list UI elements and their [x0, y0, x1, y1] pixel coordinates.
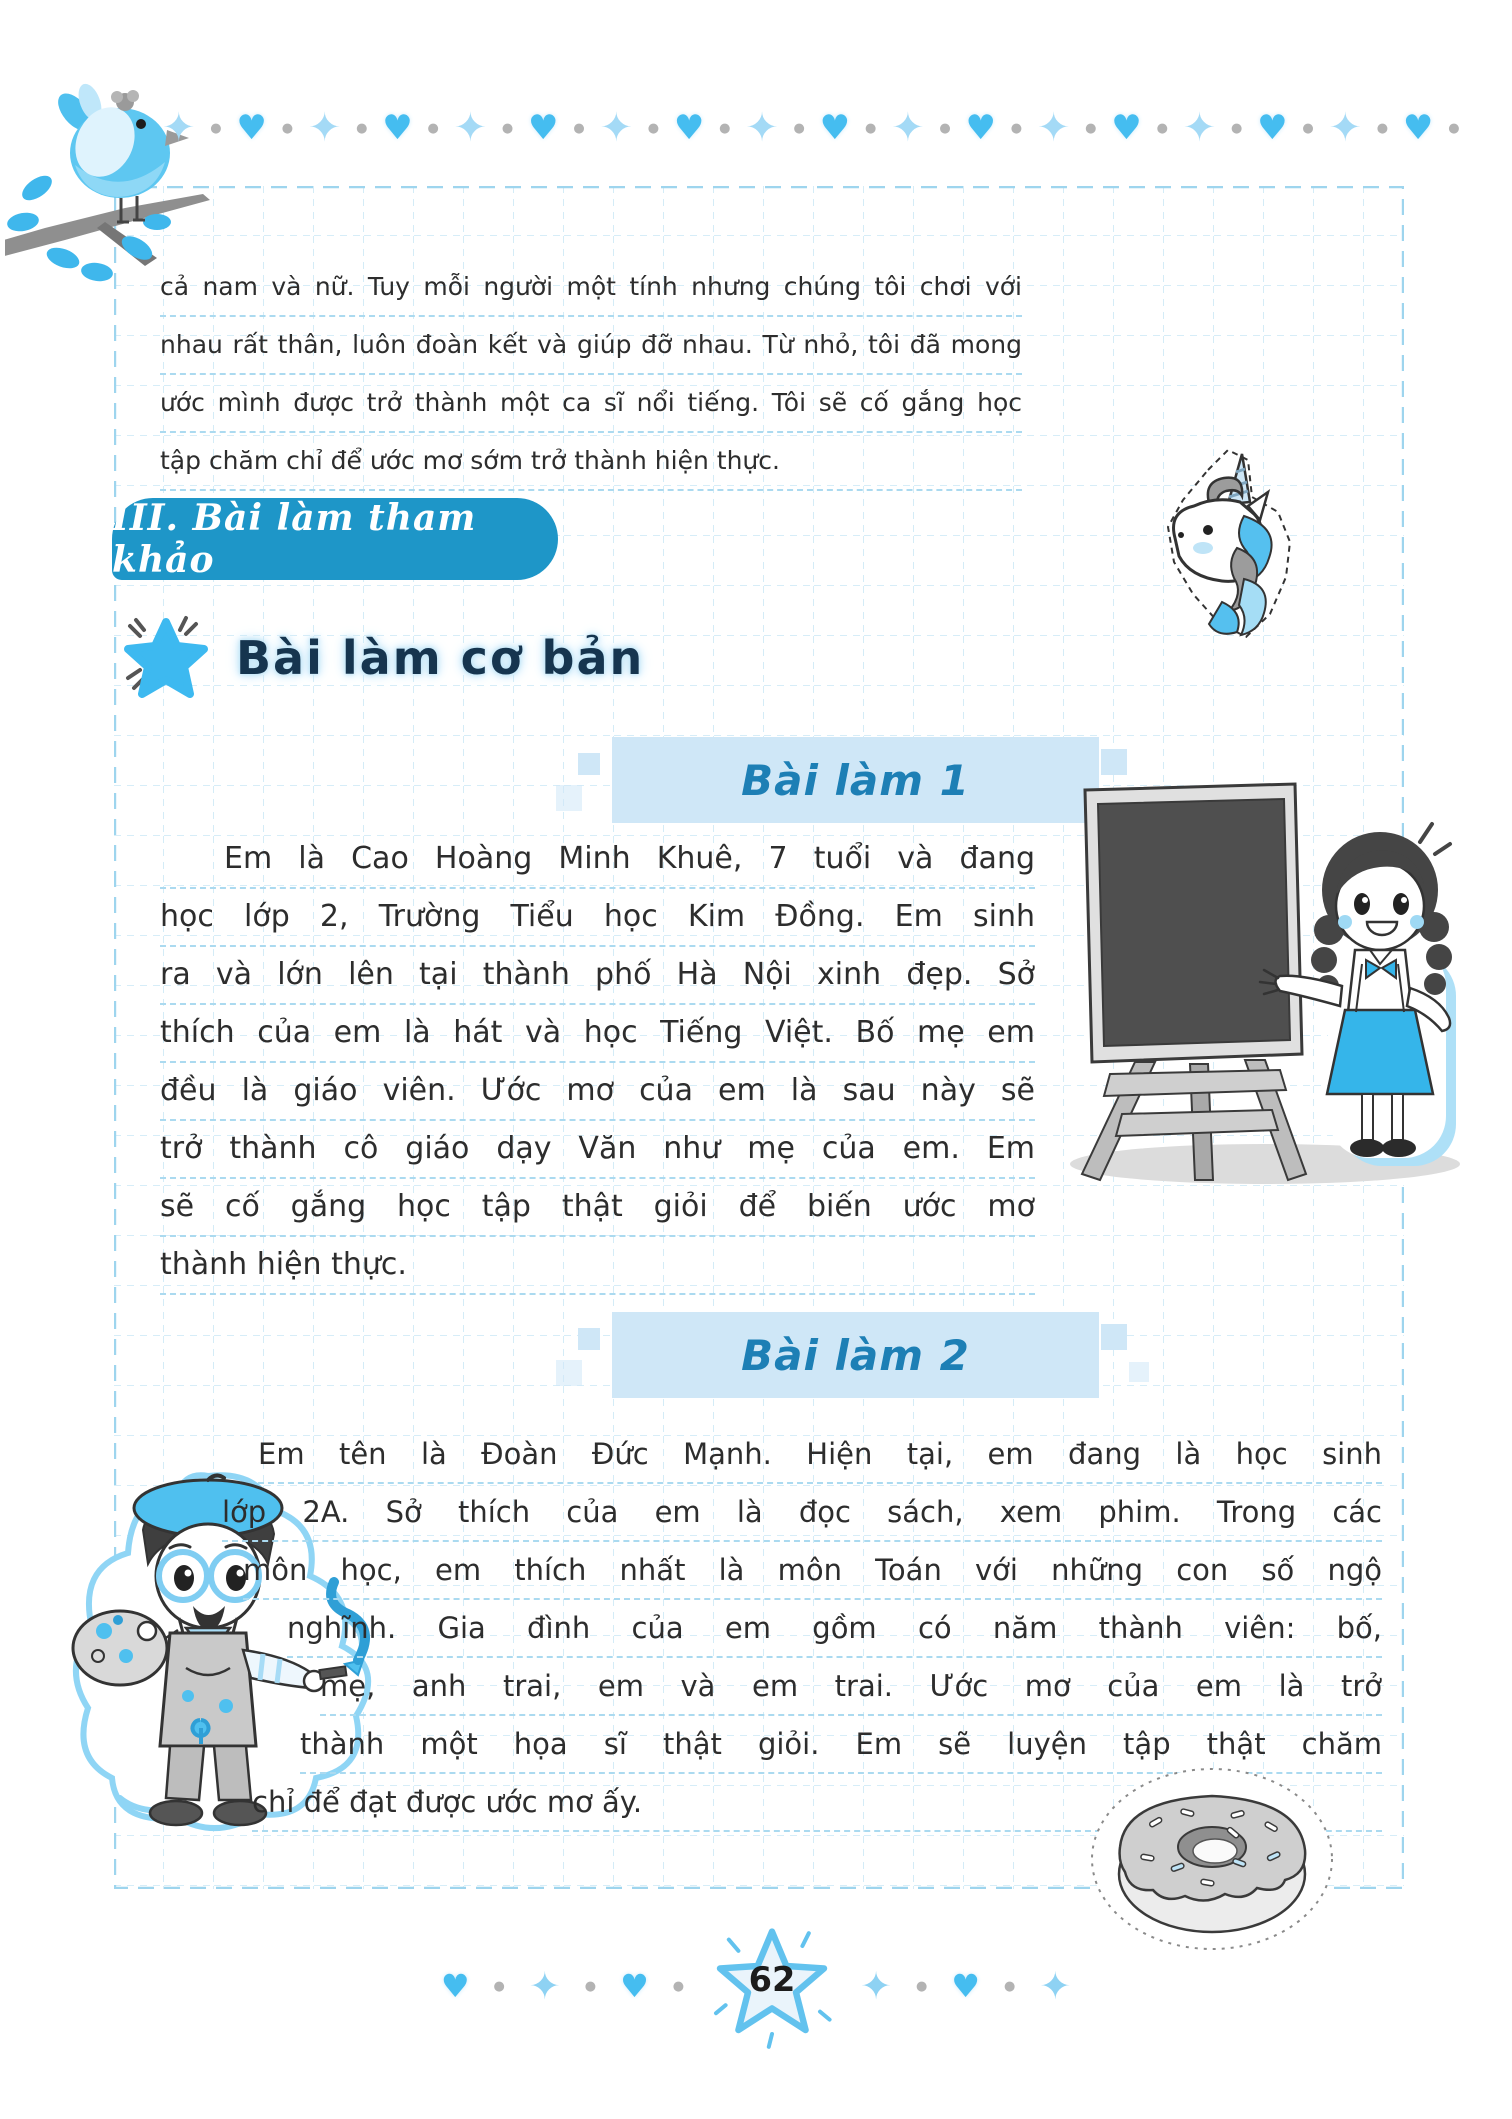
heart-icon: ♥	[951, 1967, 980, 2005]
heart-icon: ♥	[1111, 108, 1142, 148]
dot-icon: ●	[356, 120, 368, 136]
text-line: thích của em là hát và học Tiếng Việt. Bố mẹ em	[160, 1005, 1035, 1063]
footer-divider-right	[860, 1964, 1072, 2008]
sparkle-icon: ✦	[891, 105, 925, 151]
dot-icon: ●	[915, 1978, 928, 1994]
heart-icon: ♥	[236, 108, 267, 148]
heart-icon: ♥	[382, 108, 413, 148]
dot-icon: ●	[719, 120, 731, 136]
dot-icon: ●	[647, 120, 660, 136]
bird-illustration-svg	[5, 50, 245, 290]
dot-icon: ●	[573, 120, 585, 136]
page-number-star	[708, 1922, 836, 2050]
intro-paragraph	[160, 259, 1022, 491]
dot-icon: ●	[1448, 120, 1460, 136]
sparkle-icon: ✦	[745, 105, 779, 151]
text-line: nhau rất thân, luôn đoàn kết và giúp đỡ nhau. Từ nhỏ, tôi đã mong	[160, 317, 1022, 375]
exercise2-banner	[612, 1312, 1099, 1398]
text-line: chỉ để đạt được ước mơ ấy.	[252, 1774, 1382, 1832]
sparkle-icon: ✦	[453, 105, 488, 151]
text-line: lớp 2A. Sở thích của em là đọc sách, xem phim. Trong các	[222, 1484, 1382, 1542]
unicorn-sticker	[1148, 442, 1323, 651]
dot-icon: ●	[672, 1978, 685, 1994]
dot-icon: ●	[1376, 120, 1389, 136]
heart-icon: ♥	[819, 108, 851, 148]
girl-illustration-svg	[1040, 772, 1460, 1192]
text-line: cả nam và nữ. Tuy mỗi người một tính nhưng chúng tôi chơi với	[160, 259, 1022, 317]
heart-icon: ♥	[528, 108, 559, 148]
sparkle-icon: ✦	[1328, 105, 1363, 151]
pixel-decoration	[556, 785, 582, 811]
text-line: trở thành cô giáo dạy Văn như mẹ của em. Em	[160, 1121, 1035, 1179]
heart-icon: ♥	[1402, 108, 1434, 148]
text-line: tập chăm chỉ để ước mơ sớm trở thành hiện thực.	[160, 433, 1022, 491]
dot-icon: ●	[864, 120, 877, 136]
dot-icon: ●	[1302, 120, 1314, 136]
pixel-decoration	[556, 1360, 582, 1386]
bird-branch-illustration	[5, 50, 245, 294]
sparkle-icon: ✦	[1039, 1964, 1072, 2008]
heart-icon: ♥	[965, 108, 996, 148]
pixel-decoration	[578, 1328, 600, 1350]
pixel-decoration	[1129, 1362, 1149, 1382]
sparkle-icon: ✦	[528, 1964, 561, 2008]
exercise2-title: Bài làm 2	[741, 1330, 970, 1380]
text-line: đều là giáo viên. Ước mơ của em là sau này sẽ	[160, 1063, 1035, 1121]
footer	[0, 1922, 1512, 2050]
exercise1-title: Bài làm 1	[741, 755, 970, 805]
text-line: Em là Cao Hoàng Minh Khuê, 7 tuổi và đang	[160, 831, 1035, 889]
section-badge	[112, 498, 558, 580]
text-line: mẹ, anh trai, em và em trai. Ước mơ của em là trở	[320, 1658, 1382, 1716]
text-line: nghĩnh. Gia đình của em gồm có năm thành viên: bố,	[287, 1600, 1382, 1658]
dot-icon: ●	[1230, 120, 1243, 136]
painter-boy-svg	[58, 1468, 393, 1843]
pixel-decoration	[1101, 1324, 1127, 1350]
heart-icon: ♥	[440, 1967, 470, 2005]
heart-icon: ♥	[1257, 108, 1288, 148]
dot-icon: ●	[1085, 120, 1097, 136]
subsection-heading	[120, 608, 644, 708]
text-line: sẽ cố gắng học tập thật giỏi để biến ước mơ	[160, 1179, 1035, 1237]
dot-icon: ●	[493, 1978, 505, 1994]
sparkle-icon: ✦	[307, 105, 342, 151]
top-divider	[162, 96, 1460, 160]
dot-icon: ●	[210, 120, 222, 136]
dot-icon: ●	[793, 120, 805, 136]
dot-icon: ●	[1003, 1978, 1016, 1994]
heart-icon: ♥	[620, 1967, 649, 2005]
star-icon	[120, 612, 212, 704]
exercise1-paragraph	[160, 831, 1035, 1295]
dot-icon: ●	[281, 120, 294, 136]
sparkle-icon: ✦	[1182, 105, 1217, 151]
dot-icon: ●	[1156, 120, 1168, 136]
dot-icon: ●	[501, 120, 514, 136]
text-line: học lớp 2, Trường Tiểu học Kim Đồng. Em sinh	[160, 889, 1035, 947]
pixel-decoration	[578, 753, 600, 775]
text-line: môn học, em thích nhất là môn Toán với những con số ngộ	[243, 1542, 1382, 1600]
sparkle-icon: ✦	[162, 105, 196, 151]
dot-icon: ●	[584, 1978, 597, 1994]
text-line: thành hiện thực.	[160, 1237, 1035, 1295]
unicorn-illustration-svg	[1148, 442, 1323, 647]
heart-icon: ♥	[673, 108, 705, 148]
dot-icon: ●	[1010, 120, 1023, 136]
sparkle-icon: ✦	[1036, 105, 1071, 151]
text-line: ước mình được trở thành một ca sĩ nổi tiếng. Tôi sẽ cố gắng học	[160, 375, 1022, 433]
sparkle-icon: ✦	[860, 1964, 892, 2008]
text-line: Em tên là Đoàn Đức Mạnh. Hiện tại, em đang là học sinh	[258, 1426, 1382, 1484]
exercise1-banner	[612, 737, 1099, 823]
dot-icon: ●	[427, 120, 439, 136]
girl-blackboard-illustration	[1040, 772, 1460, 1196]
text-line: thành một họa sĩ thật giỏi. Em sẽ luyện tập thật chăm	[300, 1716, 1382, 1774]
text-line: ra và lớn lên tại thành phố Hà Nội xinh đẹp. Sở	[160, 947, 1035, 1005]
footer-divider-left	[440, 1964, 685, 2008]
dot-icon: ●	[939, 120, 951, 136]
section-badge-label: III. Bài làm tham khảo	[112, 497, 477, 581]
sparkle-icon: ✦	[599, 105, 633, 151]
painter-boy-illustration	[58, 1468, 393, 1847]
subsection-heading-label: Bài làm cơ bản	[236, 631, 645, 685]
page-number: 62	[748, 1959, 796, 1999]
